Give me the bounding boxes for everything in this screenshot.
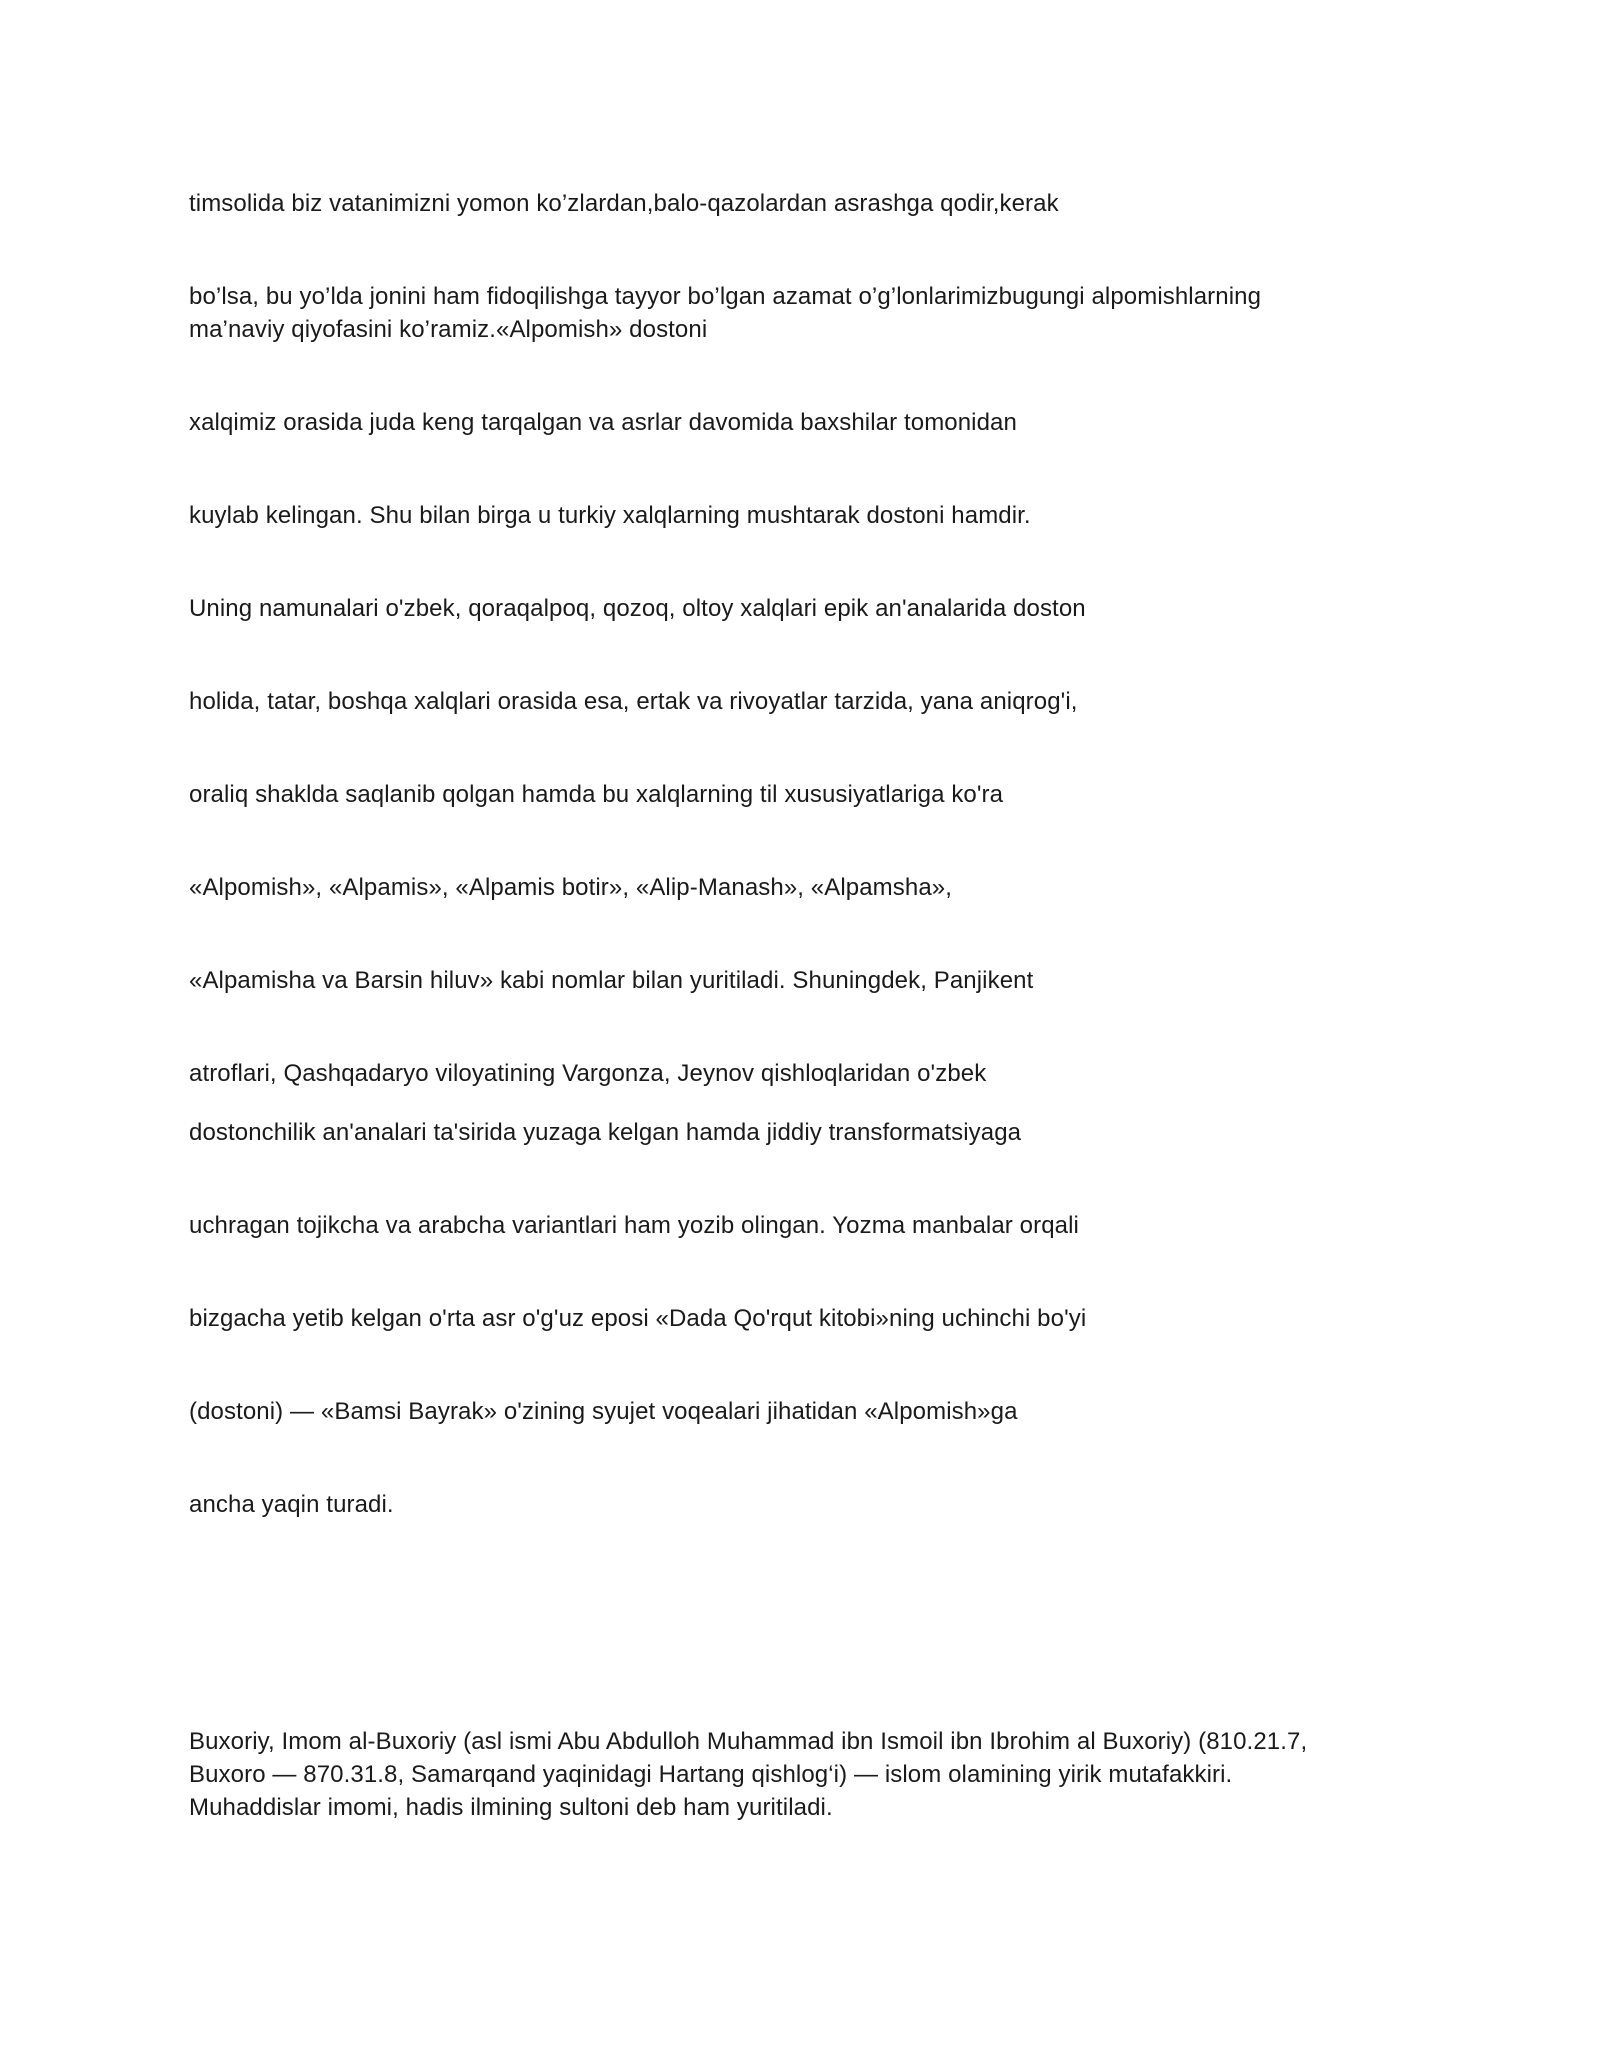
paragraph-9: «Alpamisha va Barsin hiluv» kabi nomlar bilan yuritiladi. Shuningdek, Panjikent bbox=[189, 967, 1034, 994]
paragraph-12: uchragan tojikcha va arabcha variantlari ham yozib olingan. Yozma manbalar orqali bbox=[189, 1212, 1079, 1239]
paragraph-7: oraliq shaklda saqlanib qolgan hamda bu xalqlarning til xususiyatlariga ko'ra bbox=[189, 781, 1004, 808]
paragraph-3: xalqimiz orasida juda keng tarqalgan va asrlar davomida baxshilar tomonidan bbox=[189, 409, 1017, 436]
paragraph-15: ancha yaqin turadi. bbox=[189, 1491, 394, 1518]
paragraph-14: (dostoni) — «Bamsi Bayrak» o'zining syujet voqealari jihatidan «Alpomish»ga bbox=[189, 1398, 1018, 1425]
paragraph-4: kuylab kelingan. Shu bilan birga u turkiy xalqlarning mushtarak dostoni hamdir. bbox=[189, 502, 1031, 529]
paragraph-8: «Alpomish», «Alpamis», «Alpamis botir», «Alip-Manash», «Alpamsha», bbox=[189, 874, 952, 901]
paragraph-11: dostonchilik an'analari ta'sirida yuzaga kelgan hamda jiddiy transformatsiyaga bbox=[189, 1119, 1022, 1146]
paragraph-1: timsolida biz vatanimizni yomon ko’zlardan,balo-qazolardan asrashga qodir,kerak bbox=[189, 190, 1059, 217]
paragraph-5: Uning namunalari o'zbek, qoraqalpoq, qozoq, oltoy xalqlari epik an'analarida doston bbox=[189, 595, 1086, 622]
paragraph-10: atroflari, Qashqadaryo viloyatining Vargonza, Jeynov qishloqlaridan o'zbek bbox=[189, 1060, 987, 1087]
paragraph-2: bo’lsa, bu yo’lda jonini ham fidoqilishga tayyor bo’lgan azamat o’g’lonlarimizbugungi alpomishlarning ma’naviy qiyofasini ko’ramiz.«Alpomish» dostoni bbox=[189, 283, 1262, 343]
paragraph-13: bizgacha yetib kelgan o'rta asr o'g'uz eposi «Dada Qo'rqut kitobi»ning uchinchi bo'yi bbox=[189, 1305, 1087, 1332]
paragraph-16: Buxoriy, Imom al-Buxoriy (asl ismi Abu Abdulloh Muhammad ibn Ismoil ibn Ibrohim al Buxoriy) (810.21.7, Buxoro — 870.31.8, Samarqand yaqinidagi Hartang qishlog‘i) — islom olamining yirik mutafakkiri. Muhaddislar imomi, hadis ilmining sultoni deb ham yuritiladi. bbox=[189, 1728, 1308, 1821]
paragraph-6: holida, tatar, boshqa xalqlari orasida esa, ertak va rivoyatlar tarzida, yana aniqrog'i, bbox=[189, 688, 1078, 715]
